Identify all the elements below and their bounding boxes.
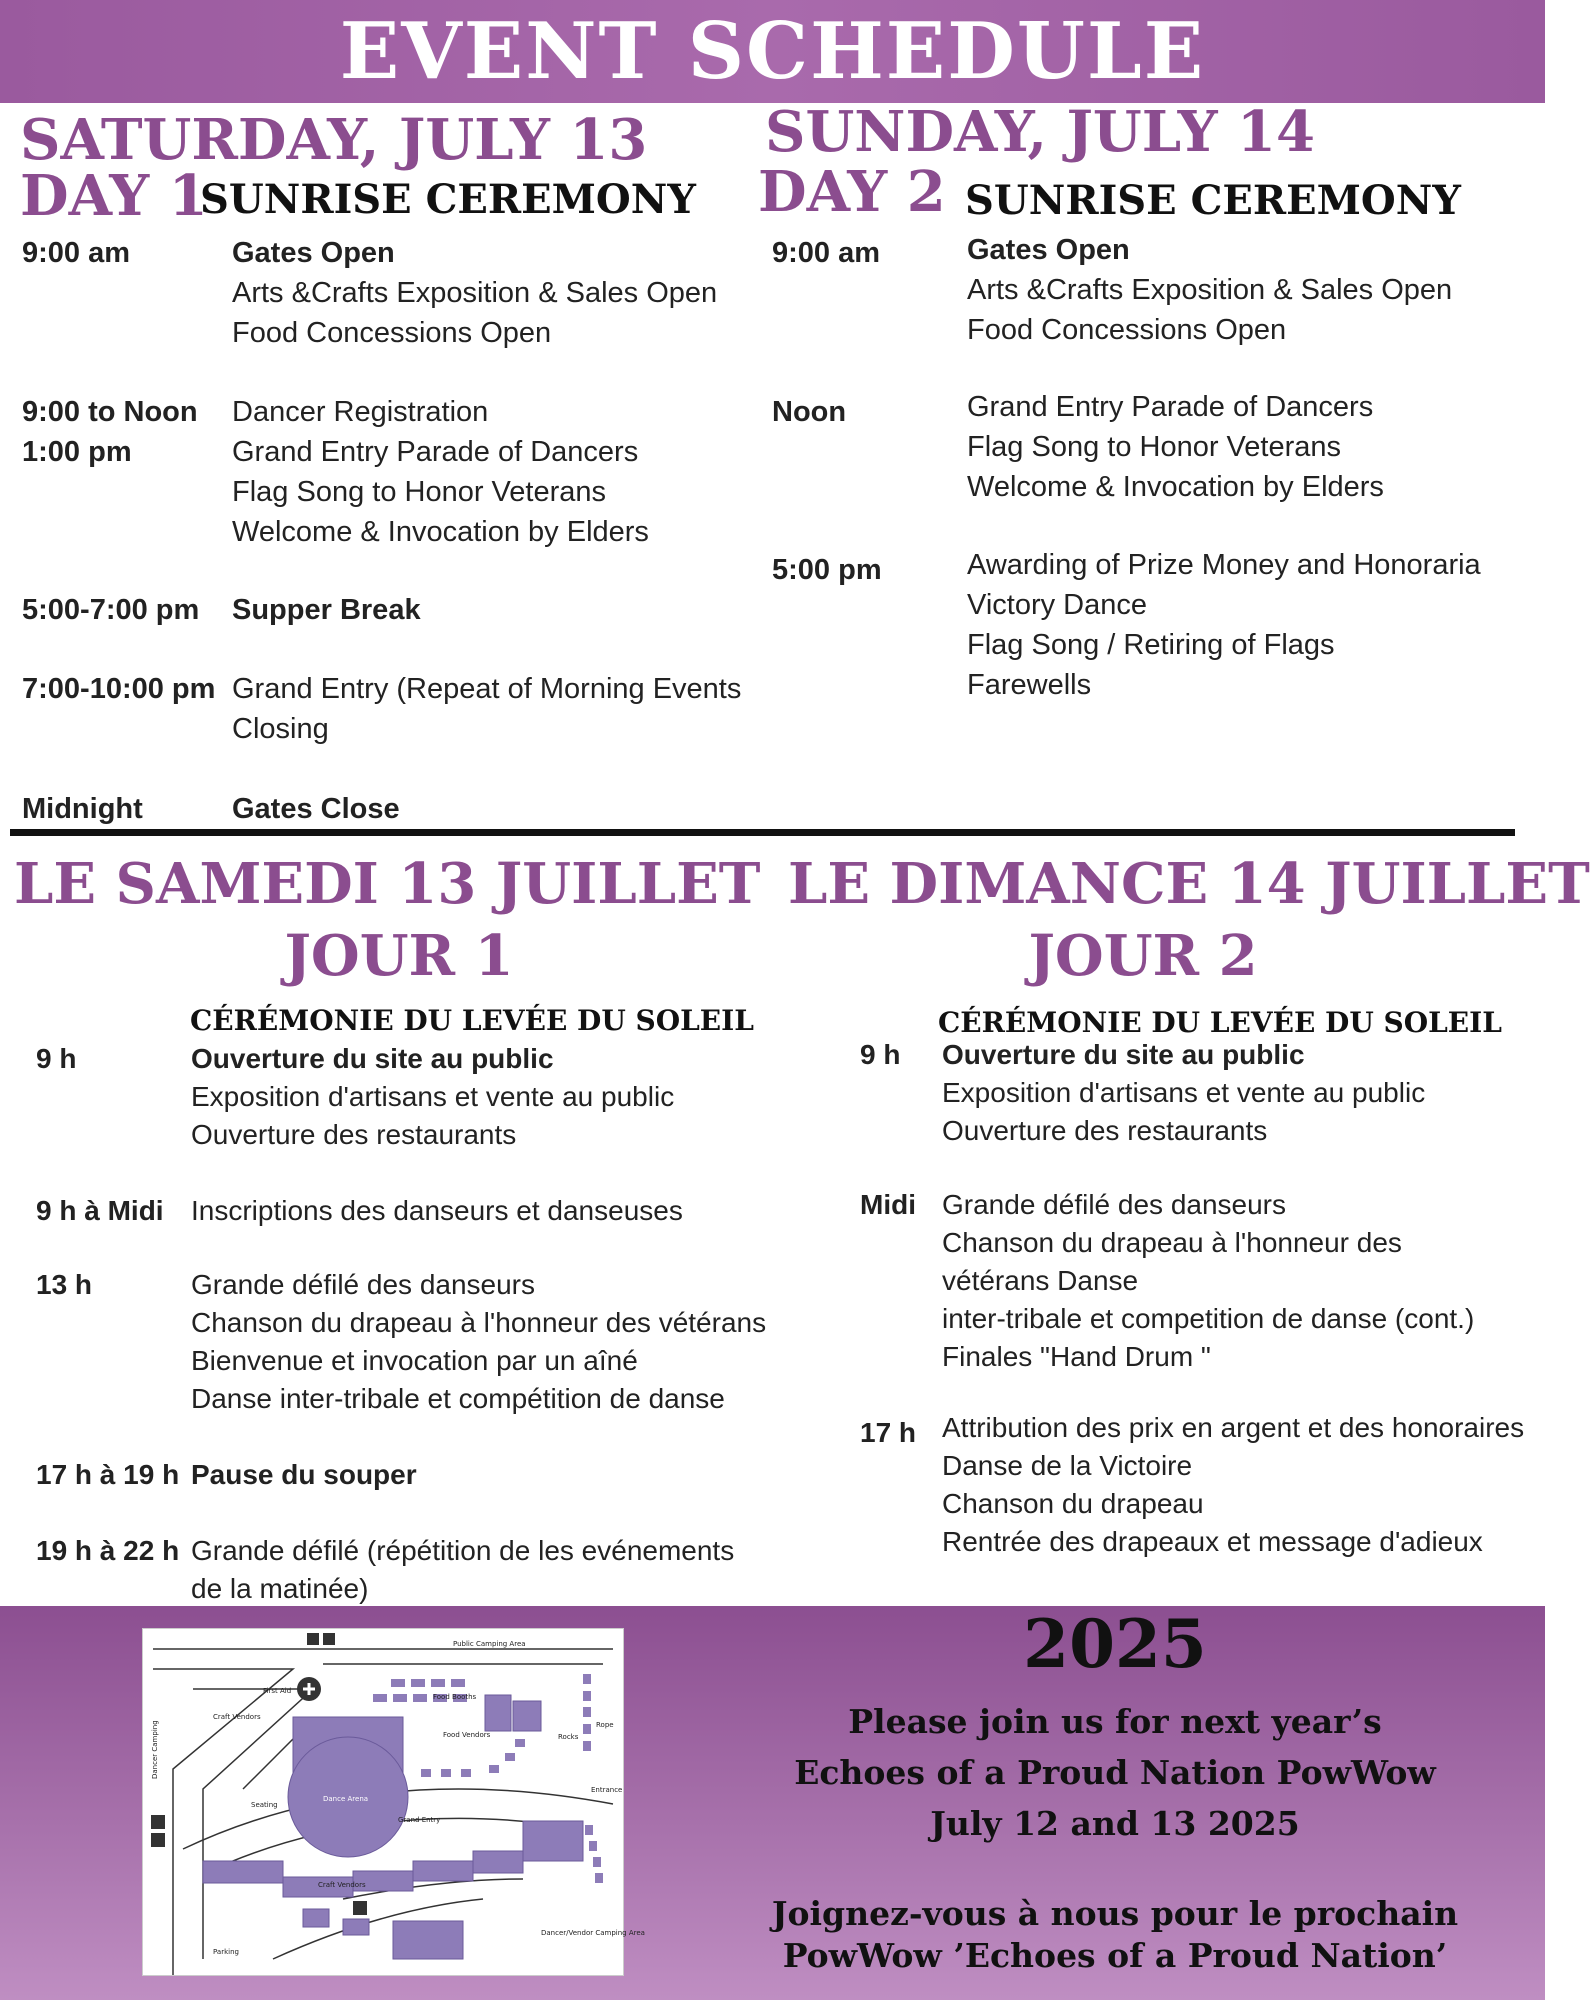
map-label-food-vendors: Food Vendors xyxy=(443,1731,491,1739)
schedule-activity: Ouverture du site au public xyxy=(191,1043,554,1074)
schedule-activity: Flag Song to Honor Veterans xyxy=(232,476,607,508)
schedule-activity: Welcome & Invocation by Elders xyxy=(232,516,649,548)
schedule-activity: Grande défilé des danseurs xyxy=(191,1269,535,1300)
schedule-activity: Chanson du drapeau à l'honneur des xyxy=(942,1227,1402,1258)
schedule-time: 9:00 am xyxy=(772,237,881,269)
footer-line: Joignez-vous à nous pour le prochain xyxy=(771,1894,1459,1933)
schedule-activity: Closing xyxy=(232,713,329,745)
map-label-craft-vendors-bottom: Craft Vendors xyxy=(318,1881,366,1889)
schedule-activity: Grand Entry Parade of Dancers xyxy=(232,436,639,468)
schedule-activity: Food Concessions Open xyxy=(232,317,552,349)
map-label-dancer-vendor-camping: Dancer/Vendor Camping Area xyxy=(541,1929,645,1937)
jour2-ceremony: CÉRÉMONIE DU LEVÉE DU SOLEIL xyxy=(938,1006,1502,1039)
schedule-time: 9:00 to Noon xyxy=(22,396,198,428)
site-map xyxy=(142,1628,645,1976)
schedule-time: 19 h à 22 h xyxy=(36,1535,180,1566)
jour1-date: LE SAMEDI 13 JUILLET xyxy=(14,851,761,917)
footer-year: 2025 xyxy=(1023,1605,1207,1683)
jour2-date: LE DIMANCE 14 JUILLET xyxy=(788,851,1590,917)
schedule-time: Midi xyxy=(860,1189,916,1220)
schedule-activity: Gates Open xyxy=(967,234,1130,266)
schedule-time: 5:00 pm xyxy=(772,554,882,586)
schedule-activity: de la matinée) xyxy=(191,1573,369,1604)
schedule-activity: Welcome & Invocation by Elders xyxy=(967,471,1384,503)
map-label-dancer-camping: Dancer Camping xyxy=(151,1720,159,1779)
schedule-time: 13 h xyxy=(36,1269,93,1300)
schedule-activity: Grand Entry Parade of Dancers xyxy=(967,391,1374,423)
schedule-time: 7:00-10:00 pm xyxy=(22,673,216,705)
day2-label: DAY 2 xyxy=(758,159,946,225)
map-label-food-booths: Food Booths xyxy=(433,1693,477,1701)
schedule-activity: Inscriptions des danseurs et danseuses xyxy=(191,1195,683,1226)
map-label-dance-arena: Dance Arena xyxy=(323,1795,369,1803)
day1-ceremony: SUNRISE CEREMONY xyxy=(200,176,696,223)
schedule-time: 5:00-7:00 pm xyxy=(22,594,200,626)
day2-ceremony: SUNRISE CEREMONY xyxy=(965,177,1461,224)
schedule-activity: Ouverture du site au public xyxy=(942,1039,1305,1070)
schedule-activity: Grande défilé des danseurs xyxy=(942,1189,1286,1220)
schedule-time: 17 h à 19 h xyxy=(36,1459,180,1490)
schedule-time: 9:00 am xyxy=(22,237,131,269)
schedule-activity: Gates Open xyxy=(232,237,395,269)
map-label-parking: Parking xyxy=(213,1948,239,1956)
header-banner xyxy=(0,0,1545,103)
schedule-activity: Gates Close xyxy=(232,793,400,825)
map-label-seating: Seating xyxy=(251,1801,278,1809)
map-label-craft-vendors-top: Craft Vendors xyxy=(213,1713,261,1721)
schedule-activity: Bienvenue et invocation par un aîné xyxy=(191,1345,638,1376)
day2-date: SUNDAY, JULY 14 xyxy=(765,99,1315,165)
schedule-activity: Exposition d'artisans et vente au public xyxy=(942,1077,1426,1108)
schedule-time: 1:00 pm xyxy=(22,436,132,468)
jour1-ceremony: CÉRÉMONIE DU LEVÉE DU SOLEIL xyxy=(190,1004,754,1037)
schedule-activity: Finales "Hand Drum " xyxy=(942,1341,1211,1372)
page-title: EVENT SCHEDULE xyxy=(339,6,1206,97)
schedule-activity: Arts &Crafts Exposition & Sales Open xyxy=(967,274,1453,306)
schedule-activity: Rentrée des drapeaux et message d'adieux xyxy=(942,1526,1483,1557)
schedule-activity: Victory Dance xyxy=(967,589,1147,621)
schedule-activity: Danse de la Victoire xyxy=(942,1450,1193,1481)
site-map-drawing xyxy=(143,1629,645,1975)
schedule-time: Noon xyxy=(772,396,847,428)
schedule-activity: inter-tribale et competition de danse (cont.) xyxy=(942,1303,1475,1334)
schedule-time: 9 h xyxy=(860,1039,901,1070)
schedule-activity: Danse inter-tribale et compétition de danse xyxy=(191,1383,725,1414)
day1-label: DAY 1 xyxy=(20,163,208,229)
schedule-activity: Dancer Registration xyxy=(232,396,489,428)
schedule-activity: Awarding of Prize Money and Honoraria xyxy=(967,549,1481,581)
section-divider xyxy=(10,829,1515,836)
schedule-activity: Flag Song to Honor Veterans xyxy=(967,431,1342,463)
schedule-activity: Flag Song / Retiring of Flags xyxy=(967,629,1335,661)
map-label-public-camping: Public Camping Area xyxy=(453,1640,526,1648)
schedule-time: 9 h xyxy=(36,1043,77,1074)
jour2-label: JOUR 2 xyxy=(1028,923,1258,989)
schedule-activity: Grand Entry (Repeat of Morning Events xyxy=(232,673,742,705)
schedule-time: 9 h à Midi xyxy=(36,1195,164,1226)
footer-line: PowWow ’Echoes of a Proud Nation’ xyxy=(782,1936,1448,1975)
jour1-label: JOUR 1 xyxy=(284,923,514,989)
footer-line: Echoes of a Proud Nation PowWow xyxy=(794,1753,1436,1792)
schedule-activity: Pause du souper xyxy=(191,1459,417,1490)
footer-invitation-fr xyxy=(760,1893,1470,1977)
schedule-activity: Attribution des prix en argent et des honoraires xyxy=(942,1412,1525,1443)
map-label-entrance: Entrance xyxy=(591,1786,623,1794)
schedule-activity: Chanson du drapeau à l'honneur des vétérans xyxy=(191,1307,767,1338)
schedule-activity: Food Concessions Open xyxy=(967,314,1287,346)
schedule-activity: Farewells xyxy=(967,669,1092,701)
map-label-first-aid: First Aid xyxy=(263,1687,292,1695)
schedule-activity: vétérans Danse xyxy=(942,1265,1139,1296)
map-label-rocks: Rocks xyxy=(558,1733,579,1741)
schedule-activity: Arts &Crafts Exposition & Sales Open xyxy=(232,277,718,309)
schedule-time: Midnight xyxy=(22,793,143,825)
map-label-grand-entry: Grand Entry xyxy=(398,1816,441,1824)
footer-line: Please join us for next year’s xyxy=(848,1702,1382,1741)
schedule-activity: Ouverture des restaurants xyxy=(191,1119,517,1150)
schedule-activity: Supper Break xyxy=(232,594,421,626)
schedule-activity: Ouverture des restaurants xyxy=(942,1115,1268,1146)
schedule-time: 17 h xyxy=(860,1417,917,1448)
schedule-activity: Exposition d'artisans et vente au public xyxy=(191,1081,675,1112)
schedule-activity: Chanson du drapeau xyxy=(942,1488,1204,1519)
schedule-activity: Grande défilé (répétition de les evénements xyxy=(191,1535,735,1566)
map-label-rope: Rope xyxy=(596,1721,614,1729)
footer-line: July 12 and 13 2025 xyxy=(930,1804,1300,1843)
day1-date: SATURDAY, JULY 13 xyxy=(20,107,648,173)
footer-invitation-en xyxy=(760,1696,1470,1849)
